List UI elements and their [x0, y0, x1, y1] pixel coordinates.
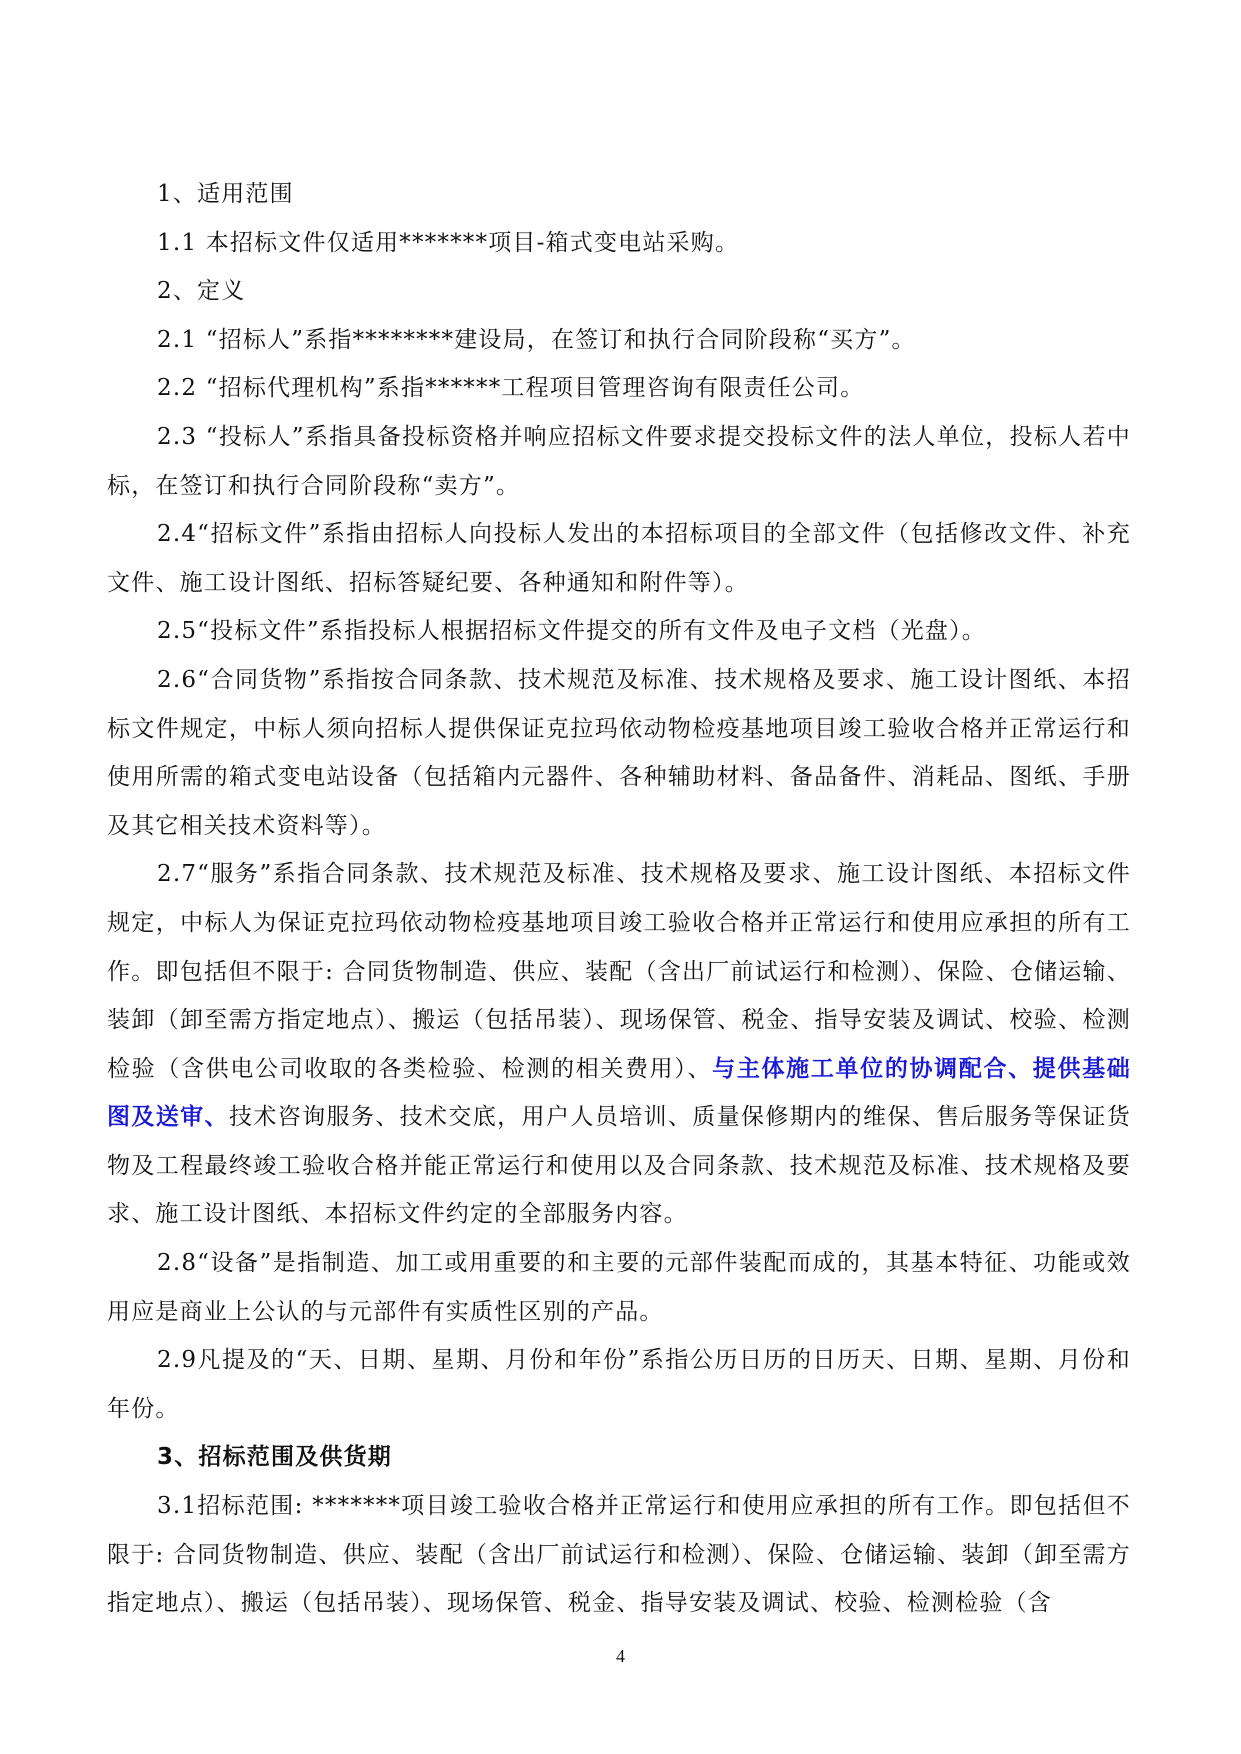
section-heading-1: 1、适用范围 [157, 181, 294, 207]
page-number: 4 [616, 1646, 625, 1666]
paragraph-2-9: 2.9凡提及的“天、日期、星期、月份和年份”系指公历日历的日历天、日期、星期、月份和年份。 [107, 1347, 1131, 1422]
paragraph-2-4: 2.4“招标文件”系指由招标人向投标人发出的本招标项目的全部文件（包括修改文件、补充文件、施工设计图纸、招标答疑纪要、各种通知和附件等）。 [107, 521, 1131, 596]
highlighted-text: 与主体施工单位的协调配合、提供基础图及送审、 [107, 1055, 1132, 1131]
paragraph-2-7 [107, 850, 1131, 1239]
paragraph-1-1: 1.1 本招标文件仅适用*******项目-箱式变电站采购。 [157, 229, 740, 256]
paragraph-2-5: 2.5“投标文件”系指投标人根据招标文件提交的所有文件及电子文档（光盘）。 [157, 618, 986, 645]
paragraph-2-6: 2.6“合同货物”系指按合同条款、技术规范及标准、技术规格及要求、施工设计图纸、本招标文件规定，中标人须向招标人提供保证克拉玛依动物检疫基地项目竣工验收合格并正常运行和使用所需的箱式变电站设备（包括箱内元器件、各种辅助材料、备品备件、消耗品、图纸、手册及其它相关技术资料等）。 [107, 666, 1131, 839]
paragraph-2-7-part-b: 技术咨询服务、技术交底，用户人员培训、质量保修期内的维保、售后服务等保证货物及工程最终竣工验收合格并能正常运行和使用以及合同条款、技术规范及标准、技术规格及要求、施工设计图纸、本招标文件约定的全部服务内容。 [107, 1104, 1132, 1228]
paragraph-3-1: 3.1招标范围: *******项目竣工验收合格并正常运行和使用应承担的所有工作。即包括但不限于: 合同货物制造、供应、装配（含出厂前试运行和检测）、保险、仓储运输、装卸（卸至需方指定地点）、搬运（包括吊装）、现场保管、税金、指导安装及调试、校验、检测检验（含 [107, 1493, 1131, 1617]
section-heading-3: 3、招标范围及供货期 [157, 1444, 393, 1471]
paragraph-2-2: 2.2 “招标代理机构”系指******工程项目管理咨询有限责任公司。 [157, 375, 865, 402]
paragraph-2-7-part-a: 2.7“服务”系指合同条款、技术规范及标准、技术规格及要求、施工设计图纸、本招标文件规定，中标人为保证克拉玛依动物检疫基地项目竣工验收合格并正常运行和使用应承担的所有工作。即包括但不限于: 合同货物制造、供应、装配（含出厂前试运行和检测）、保险、仓储运输、装卸（卸至需方指定地点）、搬运（包括吊装）、现场保管、税金、指导安装及调试、校验、检测检验（含供电公司收取的各类检验、检测的相关费用）、 [107, 861, 1131, 1082]
paragraph-2-3: 2.3 “投标人”系指具备投标资格并响应招标文件要求提交投标文件的法人单位，投标人若中标，在签订和执行合同阶段称“卖方”。 [107, 423, 1131, 499]
paragraph-2-8: 2.8“设备”是指制造、加工或用重要的和主要的元部件装配而成的，其基本特征、功能或效用应是商业上公认的与元部件有实质性区别的产品。 [107, 1250, 1131, 1325]
paragraph-2-1: 2.1 “招标人”系指********建设局，在签订和执行合同阶段称“买方”。 [157, 326, 916, 353]
section-heading-2: 2、定义 [157, 278, 246, 305]
document-body [107, 170, 1131, 1628]
